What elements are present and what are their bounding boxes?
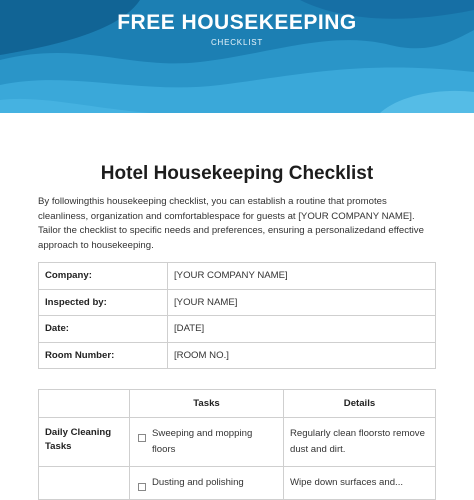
- tasks-table: [38, 389, 436, 500]
- document-title: Hotel Housekeeping Checklist: [100, 163, 374, 184]
- details-cell: Wipe down surfaces and...: [284, 467, 436, 500]
- task-label: Sweeping and mopping floors: [152, 428, 253, 455]
- task-label: Dusting and polishing: [152, 477, 244, 488]
- task-cell: [130, 418, 284, 467]
- info-row: [39, 289, 436, 316]
- details-cell: Regularly clean floorsto remove dust and dirt.: [284, 418, 436, 467]
- info-value: [YOUR NAME]: [168, 289, 436, 316]
- header-cell-empty: [39, 390, 130, 418]
- info-value: [ROOM NO.]: [168, 342, 436, 369]
- intro-paragraph: By followingthis housekeeping checklist, you can establish a routine that promotes cleanliness, organization and comfortablespace for guests at [YOUR COMPANY NAME]. Tailor the checklist to specific needs and preferences, ensuring a personalizedand effective approach to housekeeping.: [38, 196, 424, 251]
- header-banner: [0, 0, 474, 113]
- tasks-header-row: [39, 390, 436, 418]
- header-cell-details: Details: [284, 390, 436, 418]
- info-label: Date:: [39, 316, 168, 343]
- header-cell-tasks: Tasks: [130, 390, 284, 418]
- category-cell: [39, 467, 130, 500]
- info-value: [YOUR COMPANY NAME]: [168, 263, 436, 290]
- table-row: [39, 467, 436, 500]
- task-cell: [130, 467, 284, 500]
- info-row: [39, 263, 436, 290]
- banner-subtitle: CHECKLIST: [210, 38, 264, 47]
- info-row: [39, 342, 436, 369]
- info-label: Company:: [39, 263, 168, 290]
- category-cell: Daily Cleaning Tasks: [39, 418, 130, 467]
- info-row: [39, 316, 436, 343]
- banner-title: FREE HOUSEKEEPING: [117, 11, 357, 34]
- table-row: [39, 418, 436, 467]
- info-table: [38, 262, 436, 369]
- info-label: Room Number:: [39, 342, 168, 369]
- info-label: Inspected by:: [39, 289, 168, 316]
- info-value: [DATE]: [168, 316, 436, 343]
- task-checkbox[interactable]: [138, 434, 146, 442]
- task-checkbox[interactable]: [138, 483, 146, 491]
